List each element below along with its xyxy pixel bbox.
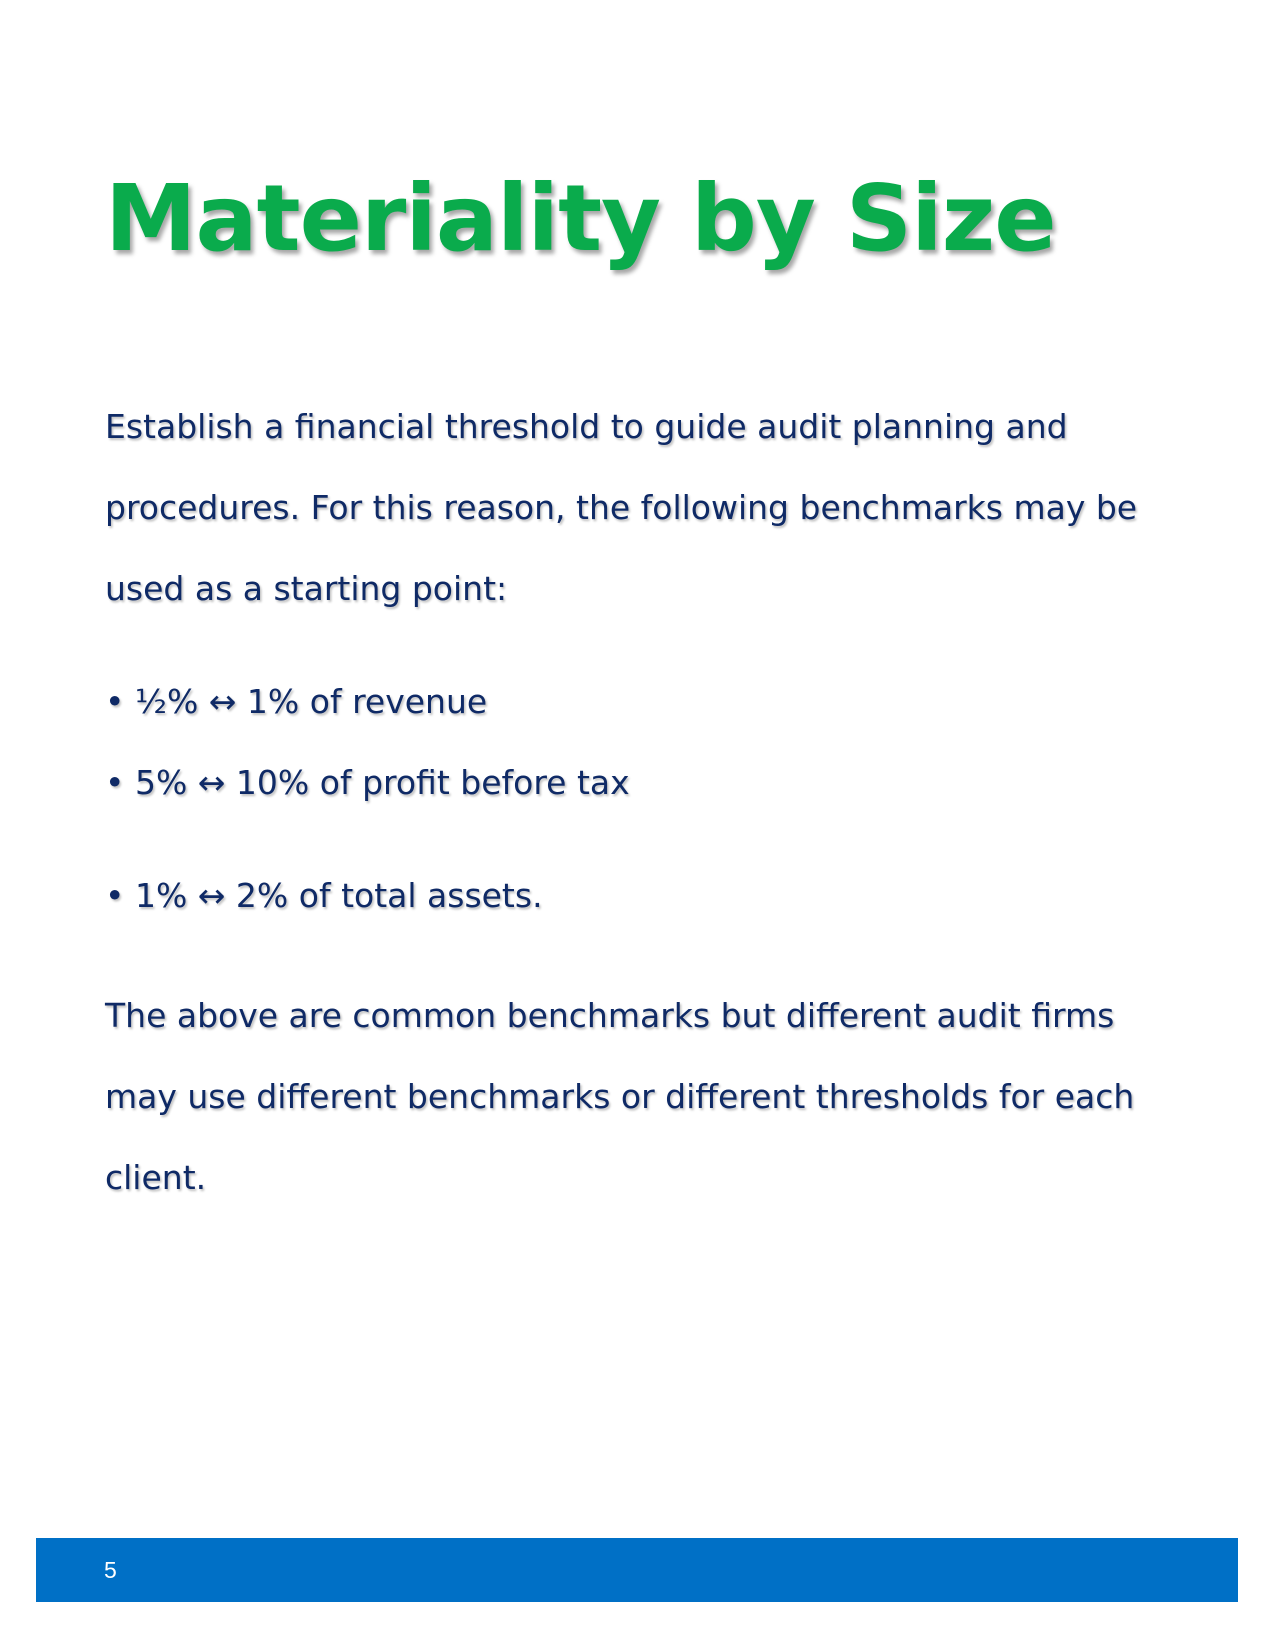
benchmark-bullet-revenue: • ½% ↔ 1% of revenue <box>105 682 488 721</box>
closing-paragraph: The above are common benchmarks but different audit firms may use different benchmarks or different thresholds for each client. <box>105 996 1135 1197</box>
page-title: Materiality by Size <box>105 165 1056 272</box>
footer-bar <box>36 1538 1238 1602</box>
benchmark-bullet-assets: • 1% ↔ 2% of total assets. <box>105 876 543 915</box>
benchmark-bullet-profit: • 5% ↔ 10% of profit before tax <box>105 763 630 802</box>
page-number: 5 <box>104 1557 117 1583</box>
intro-paragraph: Establish a financial threshold to guide audit planning and procedures. For this reason, the following benchmarks may be used as a starting point: <box>105 407 1138 608</box>
